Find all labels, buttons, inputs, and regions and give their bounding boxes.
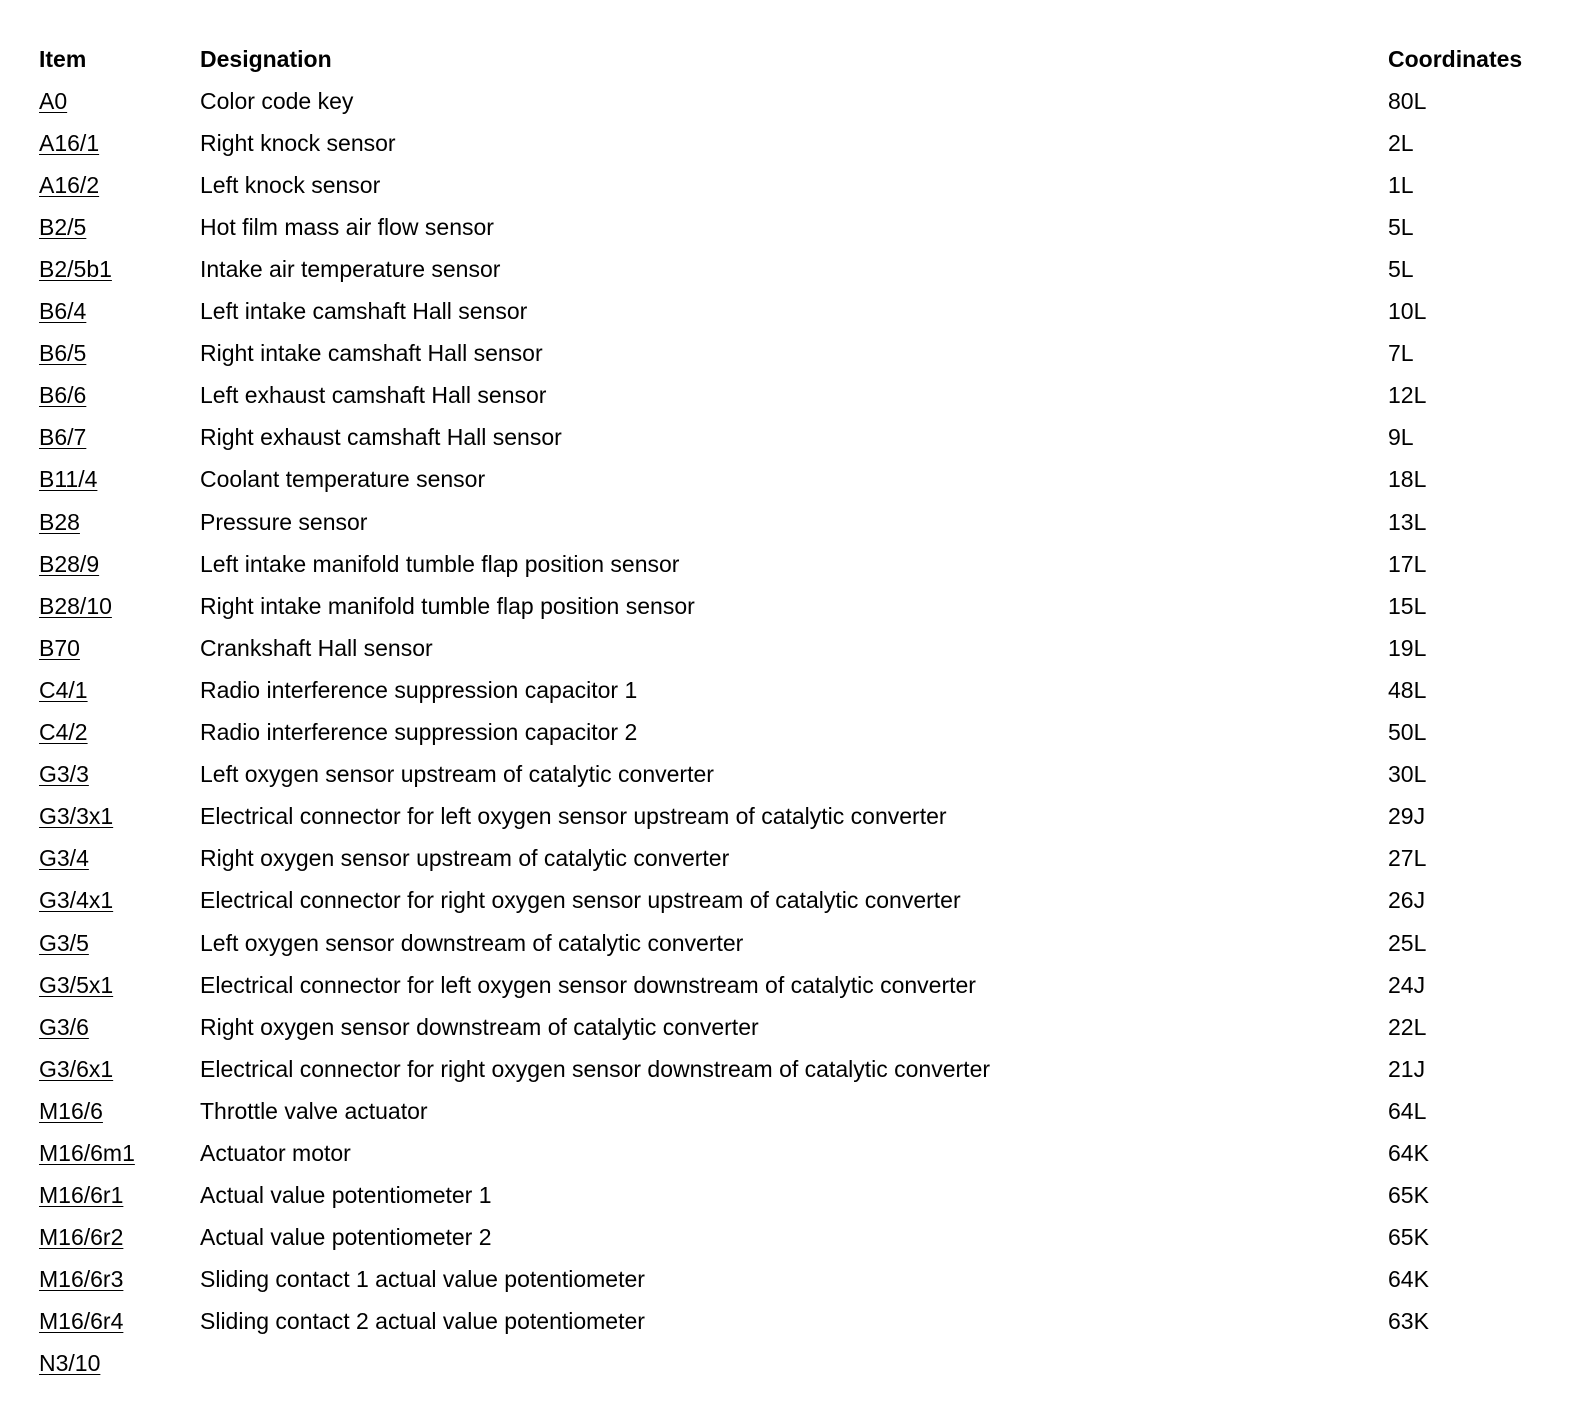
designation-cell: Radio interference suppression capacitor 1 [200, 676, 638, 703]
item-cell [39, 805, 200, 828]
item-link[interactable]: M16/6r1 [39, 1182, 124, 1209]
item-link[interactable]: M16/6r4 [39, 1308, 124, 1335]
designation-cell: Left oxygen sensor downstream of catalytic converter [200, 929, 744, 956]
coordinates-cell: 30L [1388, 761, 1427, 788]
table-row [39, 501, 1549, 543]
table-row [39, 796, 1549, 838]
item-link[interactable]: B28/10 [39, 592, 112, 619]
table-body [39, 80, 1549, 1385]
item-cell [39, 426, 200, 449]
designation-cell: Right exhaust camshaft Hall sensor [200, 424, 562, 451]
table-row [39, 922, 1549, 964]
coordinates-cell: 65K [1388, 1182, 1429, 1209]
item-cell [39, 213, 200, 240]
item-cell [39, 1310, 200, 1333]
column-header-designation: Designation [200, 45, 332, 72]
table-row [39, 754, 1549, 796]
item-cell [39, 1097, 200, 1124]
table-row [39, 122, 1549, 164]
item-cell [39, 929, 200, 956]
item-cell [39, 592, 200, 619]
designation-cell: Left intake manifold tumble flap position sensor [200, 550, 680, 577]
coordinates-cell: 10L [1388, 298, 1427, 325]
designation-cell: Left exhaust camshaft Hall sensor [200, 382, 547, 409]
item-cell [39, 676, 200, 703]
item-cell [39, 258, 200, 281]
table-row [39, 1259, 1549, 1301]
coordinates-cell: 1L [1388, 171, 1414, 198]
designation-cell: Color code key [200, 87, 354, 114]
coordinates-cell: 63K [1388, 1308, 1429, 1335]
designation-cell: Left oxygen sensor upstream of catalytic converter [200, 761, 714, 788]
coordinates-cell: 5L [1388, 213, 1414, 240]
designation-cell: Radio interference suppression capacitor 2 [200, 719, 638, 746]
item-cell [39, 1055, 200, 1082]
item-link[interactable]: C4/2 [39, 719, 88, 746]
item-cell [39, 1139, 200, 1166]
designation-cell: Right oxygen sensor downstream of catalytic converter [200, 1013, 759, 1040]
item-link[interactable]: G3/5x1 [39, 971, 114, 998]
item-link[interactable]: A0 [39, 87, 68, 114]
coordinates-cell: 80L [1388, 87, 1427, 114]
table-row [39, 333, 1549, 375]
item-cell [39, 508, 200, 535]
table-row [39, 1217, 1549, 1259]
table-row [39, 1301, 1549, 1343]
coordinates-cell: 64L [1388, 1097, 1427, 1124]
item-link[interactable]: A16/1 [39, 129, 100, 156]
table-row [39, 1090, 1549, 1132]
item-cell [39, 634, 200, 661]
coordinates-cell: 9L [1388, 424, 1414, 451]
coordinates-cell: 18L [1388, 466, 1427, 493]
coordinates-cell: 65K [1388, 1224, 1429, 1251]
item-link[interactable]: B28 [39, 508, 80, 535]
item-link[interactable]: B6/6 [39, 382, 87, 409]
coordinates-cell: 13L [1388, 508, 1427, 535]
coordinates-cell: 17L [1388, 550, 1427, 577]
item-link[interactable]: B6/7 [39, 424, 87, 451]
designation-cell: Electrical connector for left oxygen sensor upstream of catalytic converter [200, 803, 947, 830]
item-link[interactable]: M16/6m1 [39, 1139, 135, 1166]
table-row [39, 291, 1549, 333]
designation-cell: Sliding contact 2 actual value potentiometer [200, 1308, 645, 1335]
component-legend-table [39, 38, 1549, 1385]
coordinates-cell: 48L [1388, 676, 1427, 703]
coordinates-cell: 7L [1388, 340, 1414, 367]
coordinates-cell: 21J [1388, 1055, 1426, 1082]
item-cell [39, 1268, 200, 1291]
table-row [39, 417, 1549, 459]
table-row [39, 712, 1549, 754]
item-cell [39, 384, 200, 407]
table-row [39, 543, 1549, 585]
item-link[interactable]: A16/2 [39, 171, 100, 198]
item-link[interactable]: C4/1 [39, 676, 88, 703]
designation-cell: Sliding contact 1 actual value potentiometer [200, 1266, 645, 1293]
table-row [39, 838, 1549, 880]
item-link[interactable]: G3/6x1 [39, 1055, 114, 1082]
table-row [39, 627, 1549, 669]
designation-cell: Left intake camshaft Hall sensor [200, 298, 528, 325]
table-row [39, 1132, 1549, 1174]
column-header-coordinates: Coordinates [1388, 45, 1523, 72]
designation-cell: Actuator motor [200, 1139, 351, 1166]
item-cell [39, 550, 200, 577]
designation-cell: Coolant temperature sensor [200, 466, 486, 493]
item-cell [39, 87, 200, 114]
coordinates-cell: 27L [1388, 845, 1427, 872]
item-cell [39, 171, 200, 198]
item-cell [39, 129, 200, 156]
designation-cell: Electrical connector for right oxygen sensor upstream of catalytic converter [200, 887, 961, 914]
coordinates-cell: 26J [1388, 887, 1426, 914]
designation-cell: Right intake manifold tumble flap position sensor [200, 592, 695, 619]
item-link[interactable]: G3/4 [39, 845, 89, 872]
item-cell [39, 468, 200, 491]
table-row [39, 1343, 1549, 1385]
table-row [39, 80, 1549, 122]
item-cell [39, 971, 200, 998]
item-cell [39, 763, 200, 786]
item-link[interactable]: G3/4x1 [39, 887, 114, 914]
designation-cell: Left knock sensor [200, 171, 381, 198]
item-link[interactable]: B70 [39, 634, 80, 661]
table-row [39, 964, 1549, 1006]
coordinates-cell: 64K [1388, 1139, 1429, 1166]
designation-cell: Electrical connector for right oxygen sensor downstream of catalytic converter [200, 1055, 991, 1082]
designation-cell: Electrical connector for left oxygen sensor downstream of catalytic converter [200, 971, 976, 998]
item-cell [39, 1352, 200, 1375]
table-header-row [39, 38, 1549, 80]
table-row [39, 669, 1549, 711]
item-link[interactable]: B2/5 [39, 213, 87, 240]
item-cell [39, 1184, 200, 1207]
table-row [39, 206, 1549, 248]
designation-cell: Right oxygen sensor upstream of catalytic converter [200, 845, 730, 872]
item-cell [39, 300, 200, 323]
designation-cell: Crankshaft Hall sensor [200, 634, 433, 661]
coordinates-cell: 64K [1388, 1266, 1429, 1293]
table-row [39, 1006, 1549, 1048]
item-link[interactable]: B2/5b1 [39, 256, 112, 283]
item-link[interactable]: M16/6r2 [39, 1224, 124, 1251]
coordinates-cell: 50L [1388, 719, 1427, 746]
table-row [39, 164, 1549, 206]
item-link[interactable]: N3/10 [39, 1350, 101, 1377]
coordinates-cell: 29J [1388, 803, 1426, 830]
item-link[interactable]: G3/5 [39, 929, 89, 956]
designation-cell: Throttle valve actuator [200, 1097, 428, 1124]
table-row [39, 459, 1549, 501]
designation-cell: Pressure sensor [200, 508, 368, 535]
coordinates-cell: 22L [1388, 1013, 1427, 1040]
designation-cell: Right intake camshaft Hall sensor [200, 340, 543, 367]
item-cell [39, 1226, 200, 1249]
table-row [39, 1048, 1549, 1090]
item-cell [39, 1013, 200, 1040]
coordinates-cell: 12L [1388, 382, 1427, 409]
item-cell [39, 889, 200, 912]
item-link[interactable]: G3/3 [39, 761, 89, 788]
item-cell [39, 847, 200, 870]
coordinates-cell: 25L [1388, 929, 1427, 956]
designation-cell: Actual value potentiometer 2 [200, 1224, 492, 1251]
designation-cell: Right knock sensor [200, 129, 396, 156]
item-link[interactable]: G3/6 [39, 1013, 89, 1040]
item-link[interactable]: B11/4 [39, 466, 98, 493]
designation-cell: Intake air temperature sensor [200, 256, 501, 283]
column-header-item: Item [39, 45, 87, 72]
item-link[interactable]: B6/4 [39, 298, 87, 325]
item-link[interactable]: M16/6r3 [39, 1266, 124, 1293]
coordinates-cell: 15L [1388, 592, 1427, 619]
item-link[interactable]: B28/9 [39, 550, 100, 577]
item-link[interactable]: M16/6 [39, 1097, 103, 1124]
table-row [39, 1175, 1549, 1217]
designation-cell: Hot film mass air flow sensor [200, 213, 494, 240]
item-cell [39, 721, 200, 744]
designation-cell: Actual value potentiometer 1 [200, 1182, 492, 1209]
item-link[interactable]: B6/5 [39, 340, 87, 367]
coordinates-cell: 19L [1388, 634, 1427, 661]
table-row [39, 880, 1549, 922]
item-link[interactable]: G3/3x1 [39, 803, 114, 830]
item-cell [39, 342, 200, 365]
table-row [39, 248, 1549, 290]
table-row [39, 585, 1549, 627]
table-row [39, 375, 1549, 417]
coordinates-cell: 24J [1388, 971, 1426, 998]
coordinates-cell: 5L [1388, 256, 1414, 283]
coordinates-cell: 2L [1388, 129, 1414, 156]
